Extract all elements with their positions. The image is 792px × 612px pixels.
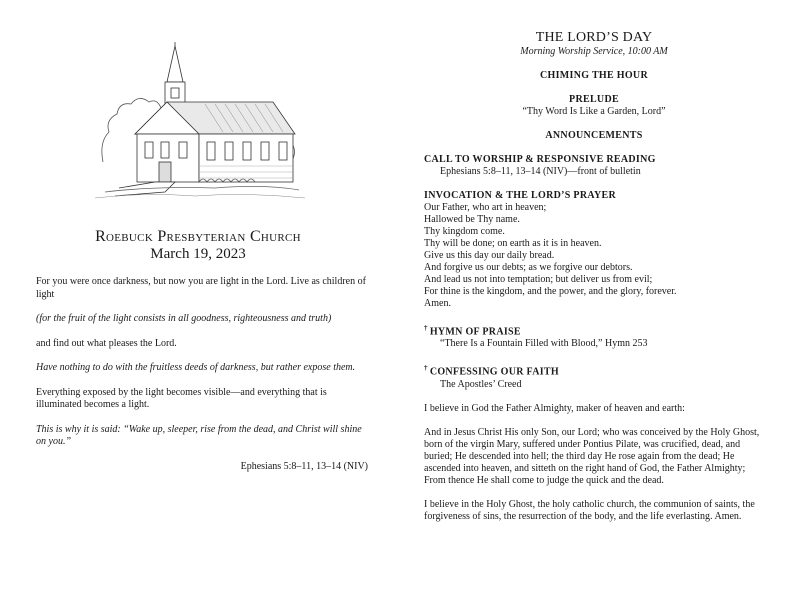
prayer-line: And forgive us our debts; as we forgive our debtors. xyxy=(424,262,633,273)
right-panel xyxy=(396,0,792,612)
call-to-worship-heading: CALL TO WORSHIP & RESPONSIVE READING xyxy=(424,154,656,165)
prelude-heading: PRELUDE xyxy=(569,94,619,105)
prayer-line: Thy will be done; on earth as it is in heaven. xyxy=(424,238,602,249)
scripture-line: This is why it is said: “Wake up, sleeper, rise from the dead, and Christ will shine on you.” xyxy=(36,423,362,447)
scripture-line: For you were once darkness, but now you are light in the Lord. Live as children of light xyxy=(36,276,366,300)
page-title: THE LORD’S DAY xyxy=(535,30,653,45)
prayer-line: And lead us not into temptation; but deliver us from evil; xyxy=(424,274,653,285)
lords-prayer xyxy=(424,202,764,310)
creed-paragraph: I believe in the Holy Ghost, the holy catholic church, the communion of saints, the forgiveness of sins, the resurrection of the body, and the life everlasting. Amen. xyxy=(424,498,755,522)
creed-paragraph: And in Jesus Christ His only Son, our Lord; who was conceived by the Holy Ghost, born of the virgin Mary, suffered under Pontius Pilate, was crucified, dead, and buried; He descended into hell; the third day He rose again from the dead; He ascended into heaven, and sitteth on the right hand of God, the Father Almighty; From thence He shall come to judge the quick and the dead. xyxy=(424,426,760,486)
confession-heading xyxy=(424,362,764,378)
scripture-line: Everything exposed by the light becomes visible—and everything that is illuminated becomes a light. xyxy=(36,386,327,410)
prayer-line: Amen. xyxy=(424,298,451,309)
hymn-heading-text: HYMN OF PRAISE xyxy=(429,326,521,338)
announcements-heading: ANNOUNCEMENTS xyxy=(545,130,643,141)
dagger-mark: † xyxy=(424,324,428,332)
confession-text: The Apostles’ Creed xyxy=(440,378,522,390)
scripture-line: and find out what pleases the Lord. xyxy=(36,337,177,349)
creed-paragraph: I believe in God the Father Almighty, maker of heaven and earth: xyxy=(424,402,685,414)
prayer-line: For thine is the kingdom, and the power, and the glory, forever. xyxy=(424,286,677,297)
service-date: March 19, 2023 xyxy=(150,246,246,262)
church-name: Roebuck Presbyterian Church xyxy=(95,228,301,245)
invocation-heading: INVOCATION & THE LORD’S PRAYER xyxy=(424,190,616,201)
confession-heading-text: CONFESSING OUR FAITH xyxy=(429,366,559,378)
scripture-line: (for the fruit of the light consists in all goodness, righteousness and truth) xyxy=(36,313,332,324)
scripture-line: Have nothing to do with the fruitless deeds of darkness, but rather expose them. xyxy=(36,362,356,373)
dagger-mark: † xyxy=(424,364,428,373)
prayer-line: Thy kingdom come. xyxy=(424,226,505,237)
scripture-reference: Ephesians 5:8–11, 13–14 (NIV) xyxy=(240,460,368,472)
prayer-line: Give us this day our daily bread. xyxy=(424,250,555,261)
prayer-line: Hallowed be Thy name. xyxy=(424,214,520,225)
call-to-worship-text: Ephesians 5:8–11, 13–14 (NIV)—front of bulletin xyxy=(440,166,641,177)
prayer-line: Our Father, who art in heaven; xyxy=(424,202,547,213)
prelude-title: “Thy Word Is Like a Garden, Lord” xyxy=(522,106,666,117)
service-time: Morning Worship Service, 10:00 AM xyxy=(520,46,668,57)
hymn-text: “There Is a Fountain Filled with Blood,” Hymn 253 xyxy=(440,338,648,350)
scripture-passage xyxy=(36,276,368,485)
order-of-worship xyxy=(424,32,764,523)
chiming-heading: CHIMING THE HOUR xyxy=(540,70,648,81)
hymn-heading xyxy=(424,322,764,338)
church-illustration xyxy=(95,42,305,200)
